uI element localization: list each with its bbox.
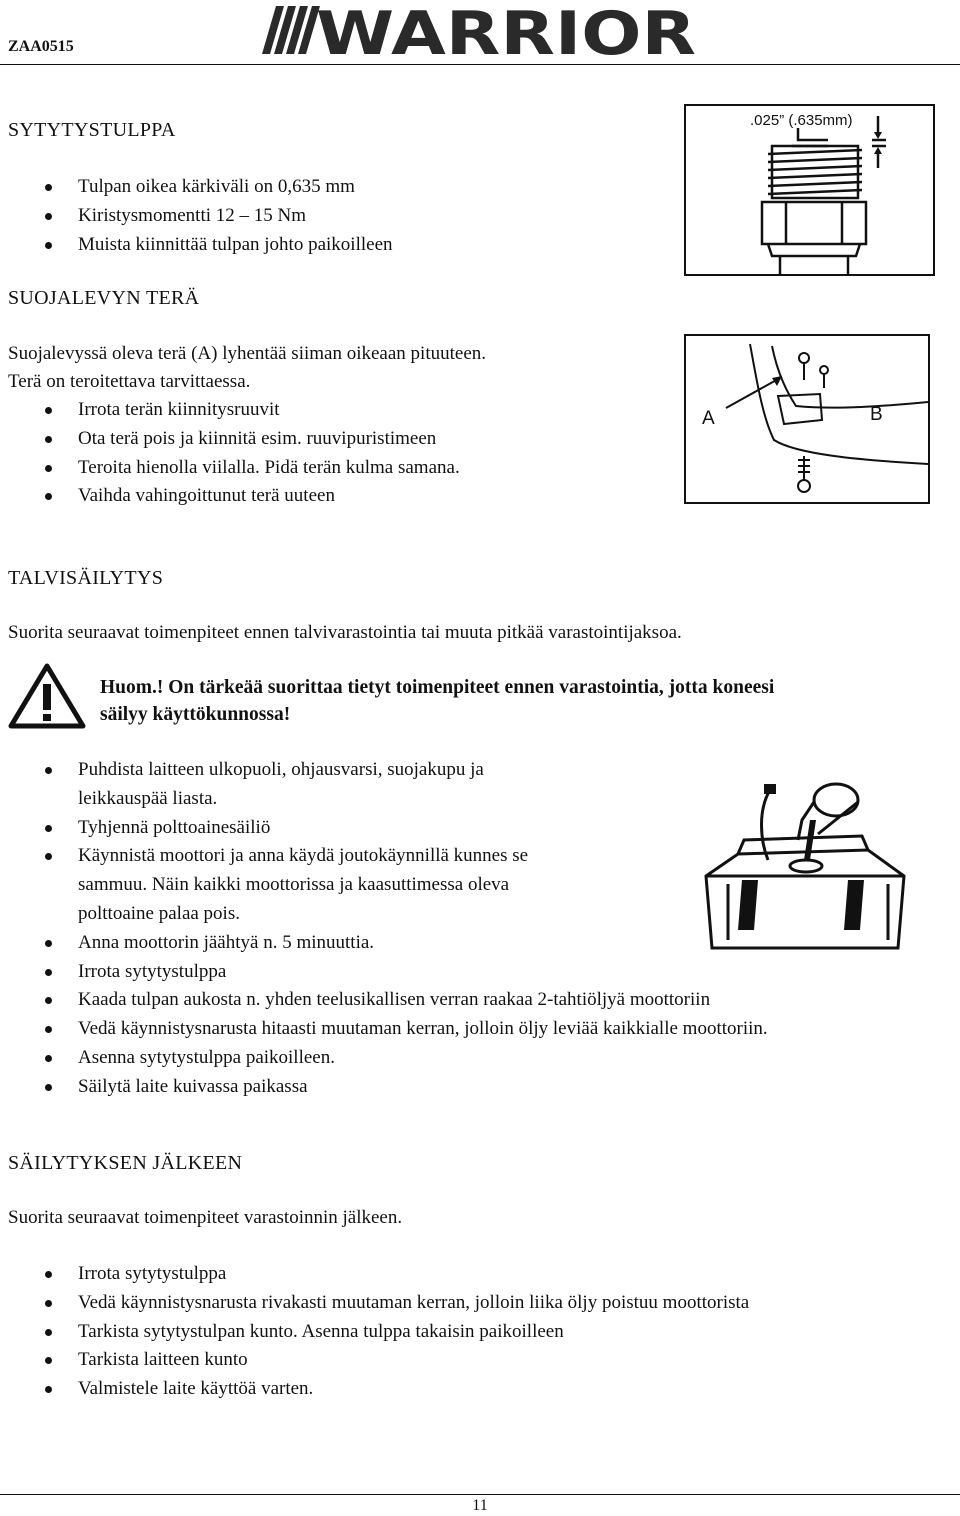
- list-item: [8, 814, 768, 843]
- list-item: [8, 1073, 768, 1102]
- warning-icon: [8, 662, 86, 730]
- label-b: B: [870, 404, 883, 425]
- list-item-line: Anna moottorin jäähtyä n. 5 minuuttia.: [78, 931, 375, 953]
- list-item-line: Tyhjennä polttoainesäiliö: [78, 816, 271, 838]
- spark-plug-list: [8, 173, 393, 259]
- list-item: [8, 756, 768, 814]
- list-item-line: Käynnistä moottori ja anna käydä joutokäynnillä kunnes se: [78, 845, 529, 867]
- list-item: Irrota terän kiinnitysruuvit: [8, 396, 460, 425]
- spark-plug-figure: [684, 104, 935, 276]
- engine-oil-illustration: [698, 780, 920, 960]
- list-item-line: polttoaine palaa pois.: [78, 902, 240, 924]
- list-item: [8, 1015, 768, 1044]
- label-a: A: [702, 408, 715, 429]
- guard-blade-illustration: [686, 336, 928, 502]
- header-rule: [0, 64, 960, 65]
- after-storage-list: [8, 1260, 749, 1404]
- winter-storage-heading: TALVISÄILYTYS: [8, 567, 164, 589]
- guard-blade-intro-2: Terä on teroitettava tarvittaessa.: [8, 371, 251, 392]
- list-item-line: Säilytä laite kuivassa paikassa: [78, 1075, 308, 1097]
- list-item: Kiristysmomentti 12 – 15 Nm: [8, 202, 393, 231]
- list-item: Tarkista laitteen kunto: [8, 1346, 749, 1375]
- list-item-line: Kaada tulpan aukosta n. yhden teelusikallisen verran raakaa 2-tahtiöljyä moottoriin: [78, 989, 711, 1011]
- list-item: [8, 1044, 768, 1073]
- list-item-line: Vedä käynnistysnarusta hitaasti muutaman kerran, jolloin öljy leviää kaikkialle moottoriin.: [78, 1018, 768, 1040]
- list-item-line: Asenna sytytystulppa paikoilleen.: [78, 1046, 335, 1068]
- list-item: Muista kiinnittää tulpan johto paikoilleen: [8, 231, 393, 260]
- guard-blade-heading: SUOJALEVYN TERÄ: [8, 287, 200, 309]
- winter-storage-intro: Suorita seuraavat toimenpiteet ennen talvivarastointia tai muuta pitkää varastointijaksoa.: [8, 622, 682, 643]
- warrior-logo: [258, 2, 700, 58]
- list-item: [8, 929, 768, 958]
- winter-storage-list: [8, 756, 768, 1102]
- spark-plug-illustration: [686, 106, 933, 274]
- after-storage-intro: Suorita seuraavat toimenpiteet varastoinnin jälkeen.: [8, 1207, 403, 1228]
- list-item-line: leikkauspää liasta.: [78, 787, 218, 809]
- list-item-line: sammuu. Näin kaikki moottorissa ja kaasuttimessa oleva: [78, 874, 510, 896]
- document-code: ZAA0515: [8, 38, 74, 55]
- warning-line-1: Huom.! On tärkeää suorittaa tietyt toimenpiteet ennen varastointia, jotta koneesi: [100, 677, 775, 698]
- footer-rule: [0, 1494, 960, 1495]
- guard-blade-intro-1: Suojalevyssä oleva terä (A) lyhentää siiman oikeaan pituuteen.: [8, 343, 487, 364]
- list-item: Irrota sytytystulppa: [8, 1260, 749, 1289]
- gap-label: .025” (.635mm): [750, 112, 853, 129]
- warning-line-2: säilyy käyttökunnossa!: [100, 704, 291, 725]
- svg-text:WARRIOR: WARRIOR: [316, 2, 696, 58]
- list-item: Tulpan oikea kärkiväli on 0,635 mm: [8, 173, 393, 202]
- list-item: [8, 986, 768, 1015]
- list-item-line: Puhdista laitteen ulkopuoli, ohjausvarsi, suojakupu ja: [78, 759, 484, 780]
- list-item: [8, 958, 768, 987]
- list-item: Vaihda vahingoittunut terä uuteen: [8, 482, 460, 511]
- list-item: Vedä käynnistysnarusta rivakasti muutaman kerran, jolloin liika öljy poistuu moottorista: [8, 1289, 749, 1318]
- spark-plug-heading: SYTYTYSTULPPA: [8, 119, 176, 141]
- list-item: Tarkista sytytystulpan kunto. Asenna tulppa takaisin paikoilleen: [8, 1318, 749, 1347]
- guard-blade-list: [8, 396, 460, 511]
- list-item: [8, 842, 768, 928]
- after-storage-heading: SÄILYTYKSEN JÄLKEEN: [8, 1152, 243, 1174]
- warning-note: [100, 674, 774, 728]
- list-item: Valmistele laite käyttöä varten.: [8, 1375, 749, 1404]
- list-item-line: Irrota sytytystulppa: [78, 960, 227, 982]
- guard-blade-figure: [684, 334, 930, 504]
- page-number: 11: [472, 1497, 488, 1514]
- list-item: Ota terä pois ja kiinnitä esim. ruuvipuristimeen: [8, 425, 460, 454]
- list-item: Teroita hienolla viilalla. Pidä terän kulma samana.: [8, 454, 460, 483]
